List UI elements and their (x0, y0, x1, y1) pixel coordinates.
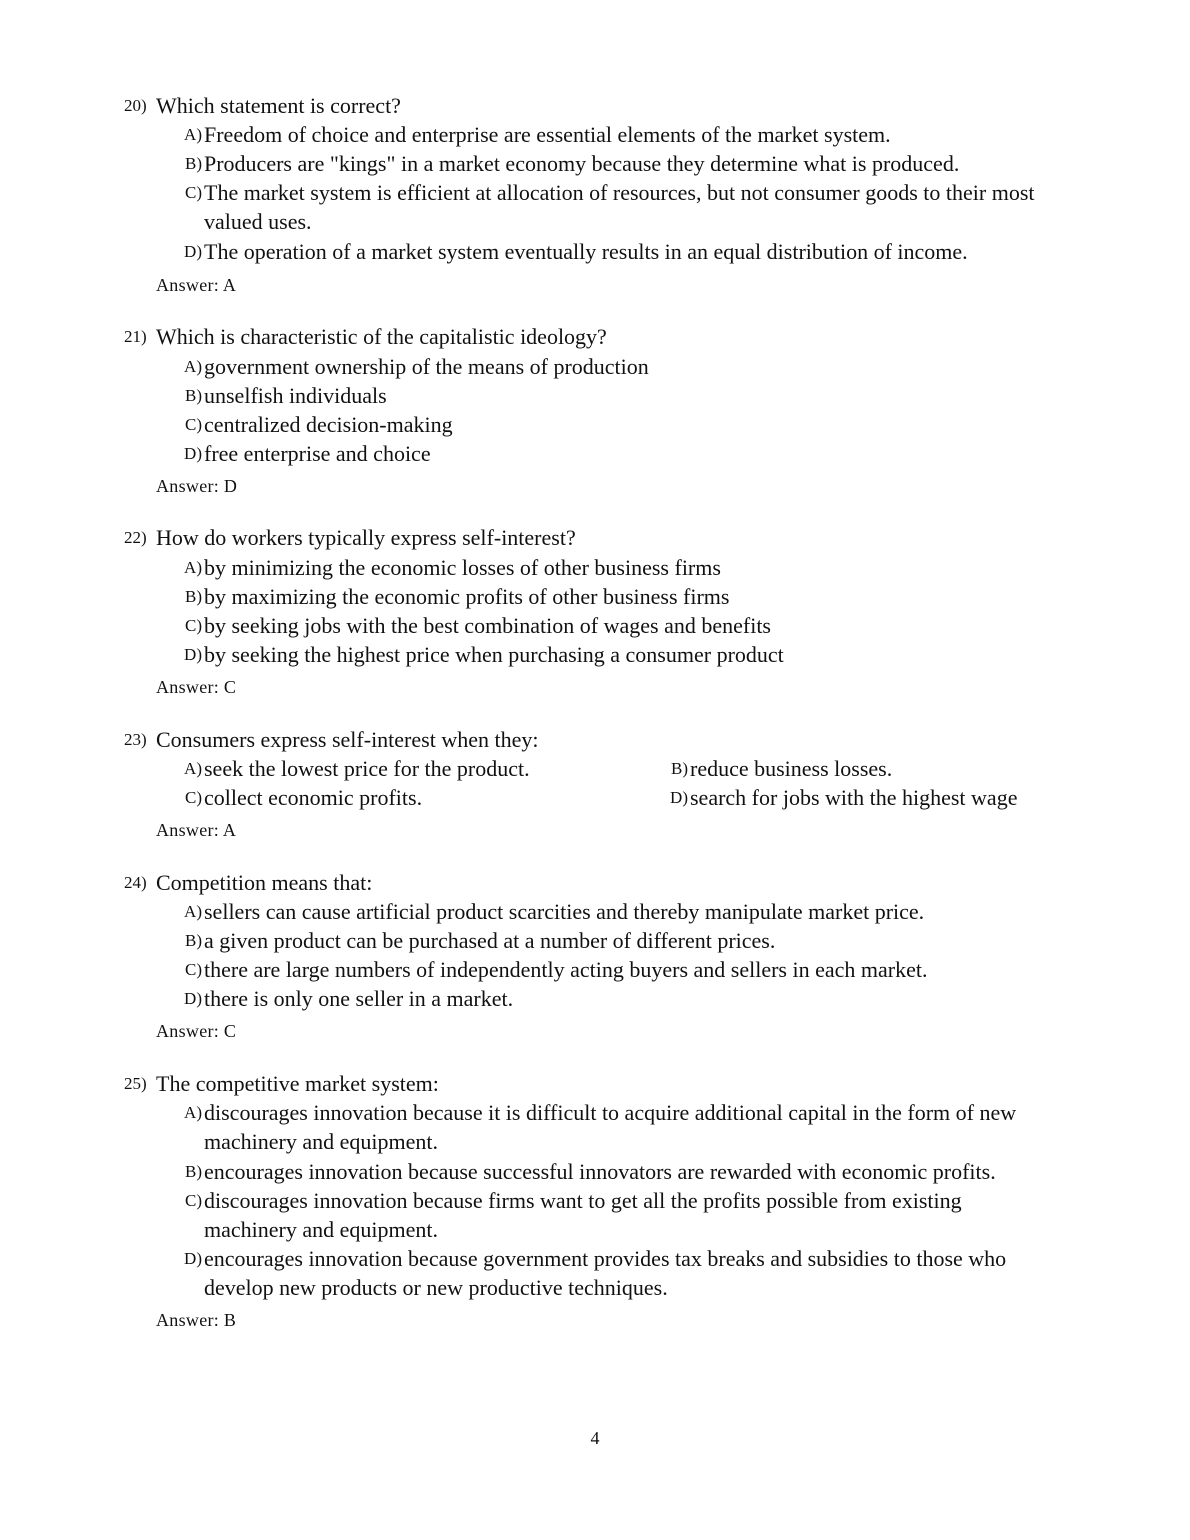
answer-line: Answer: C (156, 1021, 237, 1041)
option-text: discourages innovation because it is difficult to acquire additional capital in the form of new machinery and equipment. (204, 1100, 1017, 1154)
option-text: centralized decision-making (204, 412, 453, 437)
question-stem: Which statement is correct? (156, 93, 401, 118)
option-text: search for jobs with the highest wage (690, 785, 1018, 810)
answer-line: Answer: B (156, 1310, 237, 1330)
question-number: 20) (124, 96, 147, 115)
option-text: sellers can cause artificial product scarcities and thereby manipulate market price. (204, 899, 925, 924)
option-letter: A) (184, 357, 202, 376)
question-stem: Which is characteristic of the capitalistic ideology? (156, 324, 607, 349)
option-text: The operation of a market system eventually results in an equal distribution of income. (204, 239, 968, 264)
option-letter: A) (184, 759, 202, 778)
option-letter: D) (184, 989, 202, 1008)
option-letter: A) (184, 125, 202, 144)
option-letter: C) (185, 960, 202, 979)
option-text: encourages innovation because successful innovators are rewarded with economic profits. (204, 1159, 996, 1184)
option-text: seek the lowest price for the product. (204, 756, 530, 781)
option-letter: B) (185, 587, 202, 606)
option-text: The market system is efficient at allocation of resources, but not consumer goods to their most valued uses. (204, 180, 1035, 234)
option-text: there are large numbers of independently acting buyers and sellers in each market. (204, 957, 928, 982)
option-letter: D) (184, 444, 202, 463)
answer-line: Answer: A (156, 820, 237, 840)
answer-line: Answer: A (156, 275, 237, 295)
question-number: 21) (124, 327, 147, 346)
option-letter: C) (185, 1191, 202, 1210)
question-stem: The competitive market system: (156, 1071, 439, 1096)
option-text: by seeking the highest price when purchasing a consumer product (204, 642, 784, 667)
option-text: discourages innovation because firms want to get all the profits possible from existing machinery and equipment. (204, 1188, 962, 1242)
option-letter: C) (185, 415, 202, 434)
option-letter: D) (184, 242, 202, 261)
question-stem: Consumers express self-interest when they: (156, 727, 539, 752)
question-number: 25) (124, 1074, 147, 1093)
option-text: Producers are "kings" in a market economy because they determine what is produced. (204, 151, 960, 176)
option-text: by minimizing the economic losses of other business firms (204, 555, 721, 580)
question-number: 22) (124, 528, 147, 547)
option-text: a given product can be purchased at a number of different prices. (204, 928, 776, 953)
option-text: unselfish individuals (204, 383, 387, 408)
option-letter: C) (185, 788, 202, 807)
option-text: free enterprise and choice (204, 441, 431, 466)
page-number: 4 (590, 1428, 600, 1448)
question-stem: How do workers typically express self-interest? (156, 525, 576, 550)
option-letter: B) (185, 931, 202, 950)
question-number: 23) (124, 730, 147, 749)
option-letter: B) (185, 386, 202, 405)
option-text: by maximizing the economic profits of other business firms (204, 584, 730, 609)
option-text: encourages innovation because government provides tax breaks and subsidies to those who develop new products or new productive techniques. (204, 1246, 1007, 1300)
option-text: there is only one seller in a market. (204, 986, 514, 1011)
option-letter: A) (184, 902, 202, 921)
option-letter: D) (184, 645, 202, 664)
answer-line: Answer: C (156, 677, 237, 697)
option-text: Freedom of choice and enterprise are essential elements of the market system. (204, 122, 891, 147)
question-stem: Competition means that: (156, 870, 373, 895)
option-letter: B) (185, 154, 202, 173)
option-text: government ownership of the means of production (204, 354, 649, 379)
question-number: 24) (124, 873, 147, 892)
option-text: reduce business losses. (690, 756, 893, 781)
option-letter: B) (185, 1162, 202, 1181)
option-letter: D) (184, 1249, 202, 1268)
option-letter: C) (185, 183, 202, 202)
option-letter: A) (184, 558, 202, 577)
answer-line: Answer: D (156, 476, 238, 496)
option-letter: C) (185, 616, 202, 635)
option-letter: D) (670, 788, 688, 807)
option-text: by seeking jobs with the best combination of wages and benefits (204, 613, 771, 638)
option-letter: A) (184, 1103, 202, 1122)
option-letter: B) (671, 759, 688, 778)
option-text: collect economic profits. (204, 785, 423, 810)
